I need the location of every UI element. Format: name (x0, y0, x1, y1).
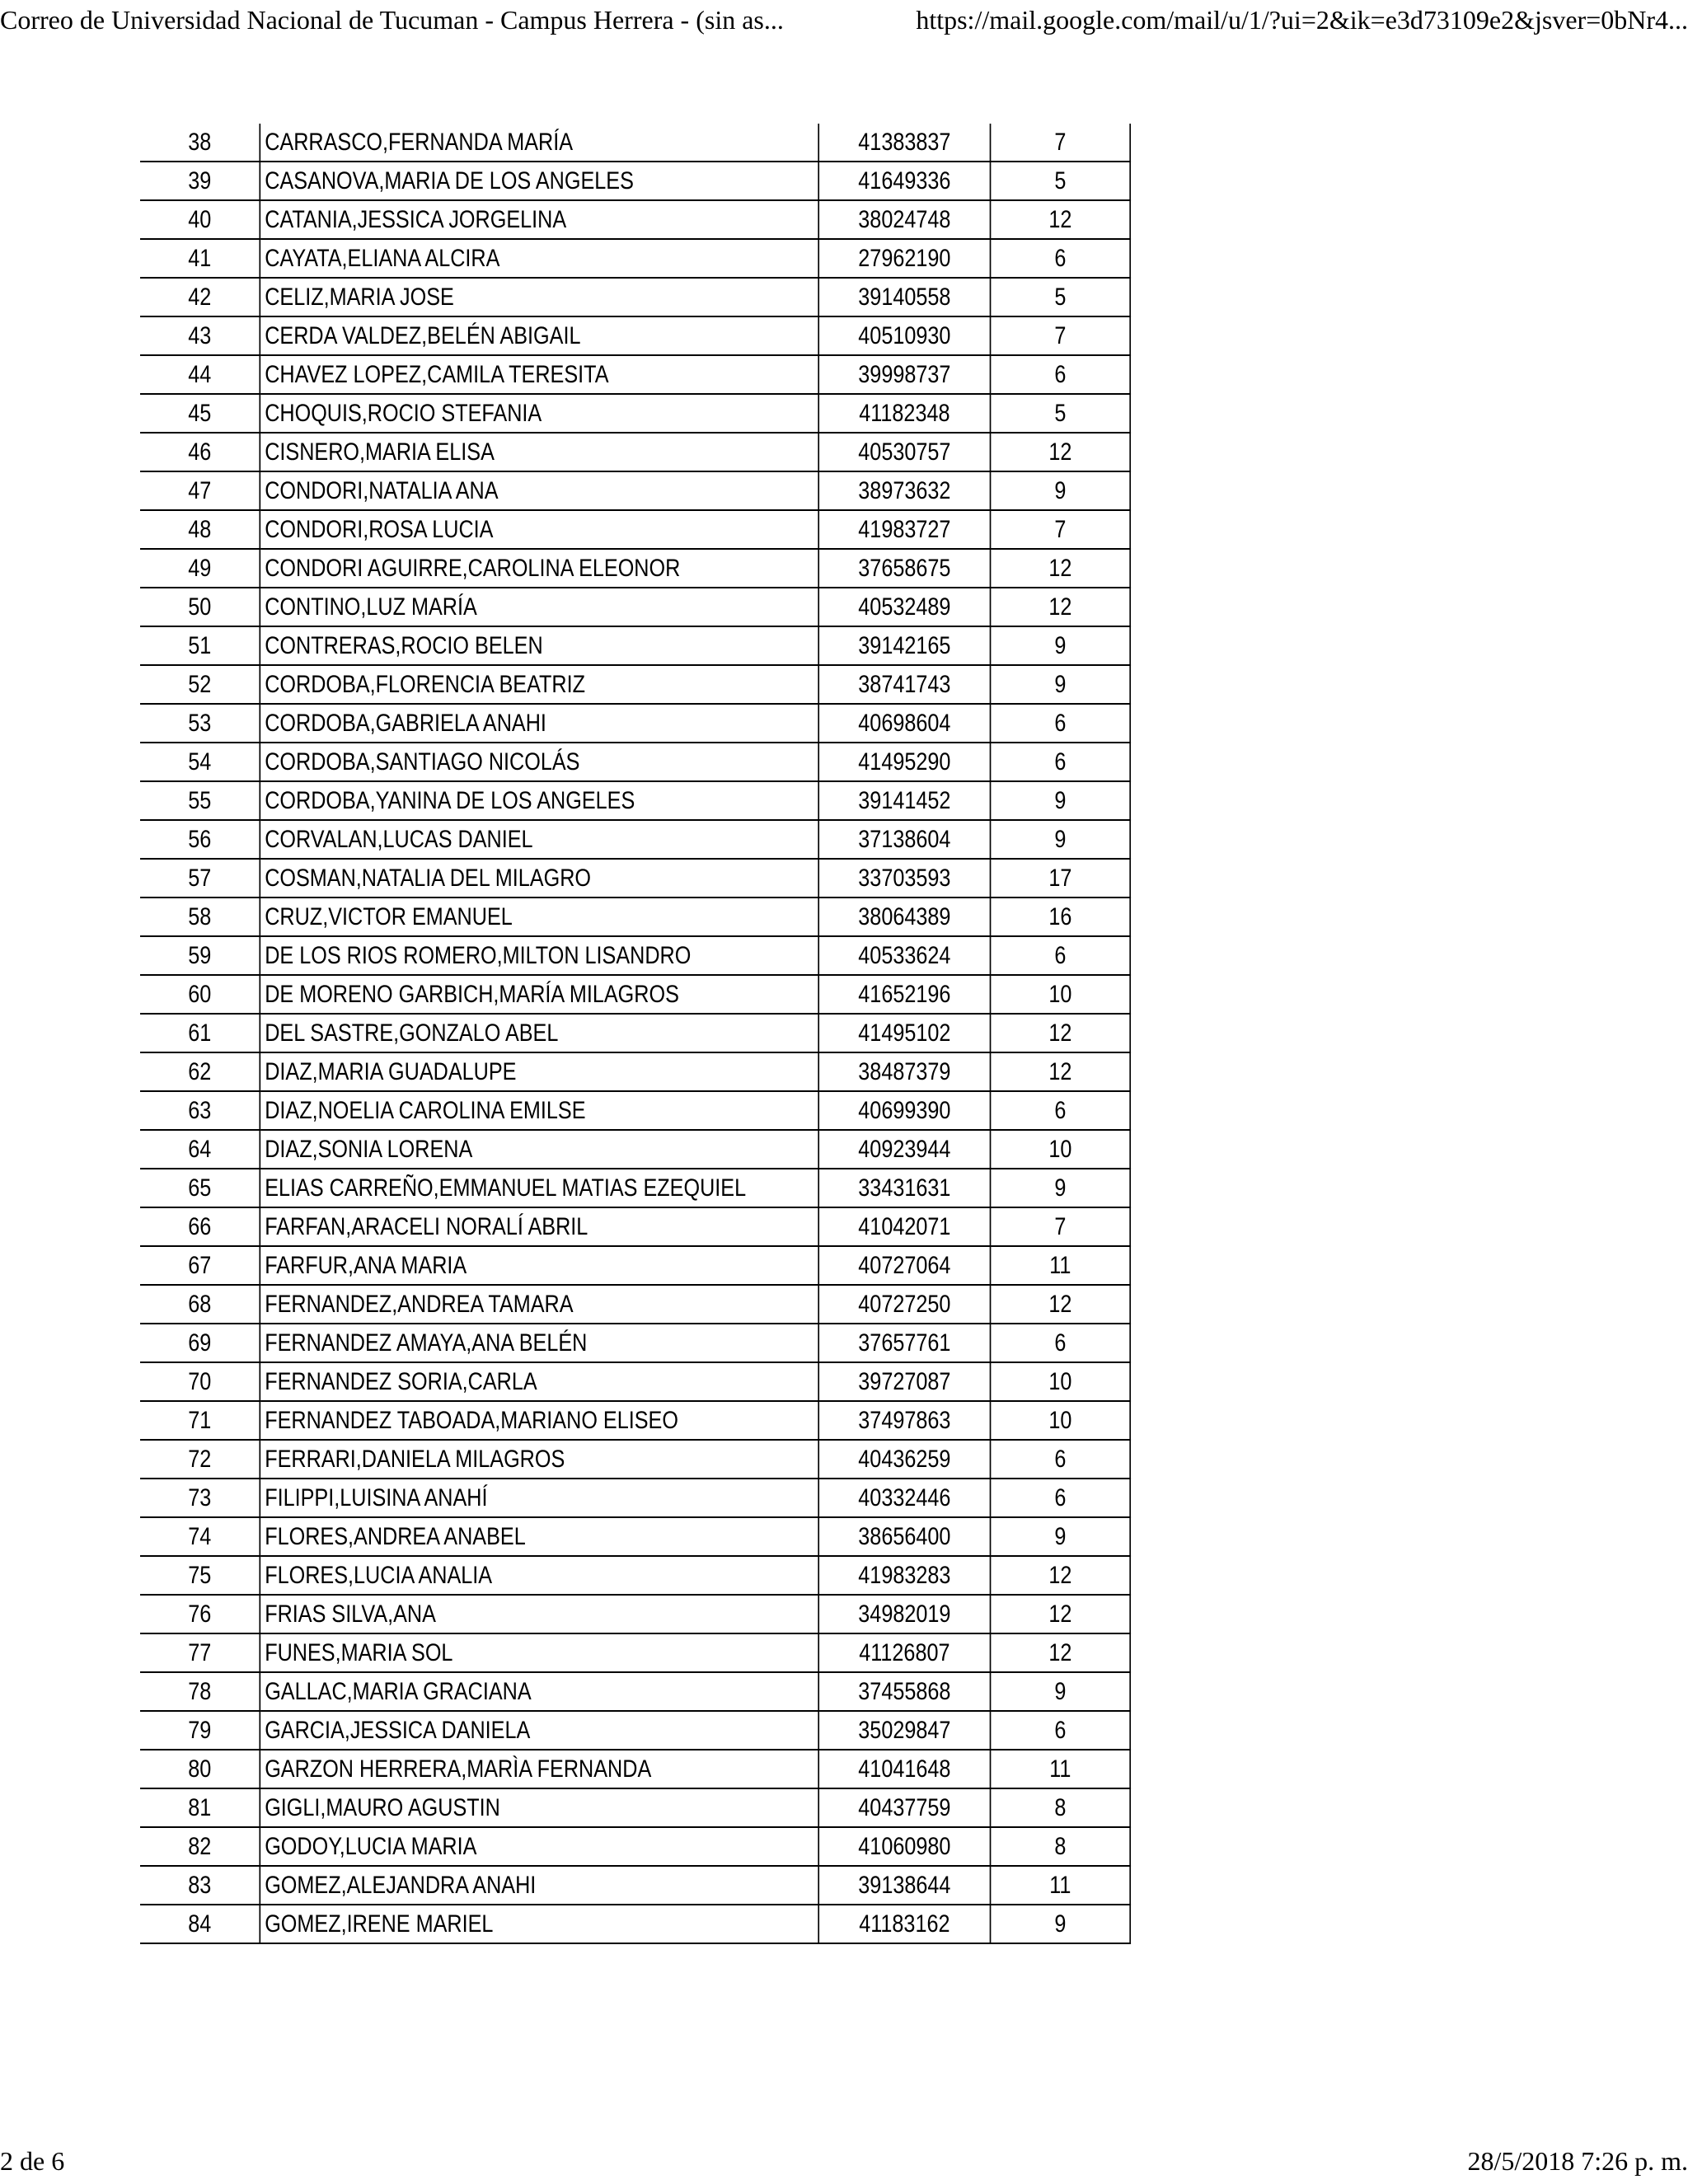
student-dni-cell: 38656400 (818, 1517, 990, 1556)
row-number-cell: 78 (140, 1672, 260, 1711)
student-score-cell: 9 (991, 1672, 1131, 1711)
student-dni-cell: 33431631 (818, 1169, 990, 1207)
student-dni-cell: 37657761 (818, 1324, 990, 1362)
table-row (140, 510, 1130, 549)
table-row (140, 124, 1130, 162)
student-name-cell: FERNANDEZ AMAYA,ANA BELÉN (260, 1324, 818, 1362)
student-table-container (140, 124, 1320, 1944)
student-score-cell: 12 (991, 1595, 1131, 1633)
table-row (140, 1905, 1130, 1943)
student-dni-cell: 40332446 (818, 1479, 990, 1517)
row-number-cell: 84 (140, 1905, 260, 1943)
page-url[interactable]: https://mail.google.com/mail/u/1/?ui=2&ik=e3d73109e2&jsver=0bNr4... (916, 5, 1688, 35)
student-score-cell: 12 (991, 1556, 1131, 1595)
table-row (140, 1479, 1130, 1517)
student-name-cell: FERNANDEZ,ANDREA TAMARA (260, 1285, 818, 1324)
table-row (140, 1207, 1130, 1246)
student-name-cell: FARFUR,ANA MARIA (260, 1246, 818, 1285)
table-row (140, 1517, 1130, 1556)
row-number-cell: 82 (140, 1827, 260, 1866)
page-title: Correo de Universidad Nacional de Tucuman - Campus Herrera - (sin as... (0, 5, 784, 35)
row-number-cell: 79 (140, 1711, 260, 1750)
row-number-cell: 60 (140, 975, 260, 1014)
student-dni-cell: 41983283 (818, 1556, 990, 1595)
student-score-cell: 6 (991, 743, 1131, 781)
student-name-cell: ELIAS CARREÑO,EMMANUEL MATIAS EZEQUIEL (260, 1169, 818, 1207)
table-row (140, 936, 1130, 975)
row-number-cell: 52 (140, 665, 260, 704)
student-dni-cell: 40727064 (818, 1246, 990, 1285)
student-name-cell: CONDORI,ROSA LUCIA (260, 510, 818, 549)
student-name-cell: FUNES,MARIA SOL (260, 1633, 818, 1672)
student-score-cell: 12 (991, 433, 1131, 471)
row-number-cell: 59 (140, 936, 260, 975)
student-name-cell: CASANOVA,MARIA DE LOS ANGELES (260, 162, 818, 200)
student-score-cell: 7 (991, 510, 1131, 549)
table-row (140, 704, 1130, 743)
student-score-cell: 11 (991, 1246, 1131, 1285)
student-score-cell: 7 (991, 316, 1131, 355)
student-dni-cell: 41983727 (818, 510, 990, 549)
student-dni-cell: 41649336 (818, 162, 990, 200)
student-dni-cell: 38741743 (818, 665, 990, 704)
student-score-cell: 12 (991, 1014, 1131, 1052)
table-row (140, 1672, 1130, 1711)
student-name-cell: CORVALAN,LUCAS DANIEL (260, 820, 818, 859)
student-dni-cell: 41126807 (818, 1633, 990, 1672)
row-number-cell: 47 (140, 471, 260, 510)
student-score-cell: 6 (991, 1711, 1131, 1750)
student-dni-cell: 39140558 (818, 278, 990, 316)
table-row (140, 1711, 1130, 1750)
student-name-cell: DIAZ,SONIA LORENA (260, 1130, 818, 1169)
student-dni-cell: 40530757 (818, 433, 990, 471)
student-name-cell: CORDOBA,YANINA DE LOS ANGELES (260, 781, 818, 820)
row-number-cell: 68 (140, 1285, 260, 1324)
student-score-cell: 6 (991, 1440, 1131, 1479)
row-number-cell: 76 (140, 1595, 260, 1633)
row-number-cell: 73 (140, 1479, 260, 1517)
row-number-cell: 74 (140, 1517, 260, 1556)
row-number-cell: 67 (140, 1246, 260, 1285)
row-number-cell: 40 (140, 200, 260, 239)
table-row (140, 1556, 1130, 1595)
row-number-cell: 39 (140, 162, 260, 200)
table-row (140, 1014, 1130, 1052)
student-name-cell: DIAZ,MARIA GUADALUPE (260, 1052, 818, 1091)
row-number-cell: 75 (140, 1556, 260, 1595)
student-dni-cell: 37138604 (818, 820, 990, 859)
student-name-cell: FLORES,ANDREA ANABEL (260, 1517, 818, 1556)
table-row (140, 743, 1130, 781)
student-name-cell: GALLAC,MARIA GRACIANA (260, 1672, 818, 1711)
student-score-cell: 8 (991, 1827, 1131, 1866)
student-dni-cell: 40532489 (818, 588, 990, 626)
student-name-cell: CAYATA,ELIANA ALCIRA (260, 239, 818, 278)
student-name-cell: CELIZ,MARIA JOSE (260, 278, 818, 316)
table-row (140, 1440, 1130, 1479)
student-dni-cell: 40437759 (818, 1788, 990, 1827)
table-row (140, 433, 1130, 471)
table-row (140, 316, 1130, 355)
student-dni-cell: 38024748 (818, 200, 990, 239)
table-row (140, 1130, 1130, 1169)
print-header (0, 0, 1688, 49)
student-name-cell: GARZON HERRERA,MARÌA FERNANDA (260, 1750, 818, 1788)
student-score-cell: 6 (991, 936, 1131, 975)
table-row (140, 1091, 1130, 1130)
table-row (140, 1866, 1130, 1905)
student-name-cell: FERNANDEZ SORIA,CARLA (260, 1362, 818, 1401)
table-row (140, 549, 1130, 588)
student-score-cell: 6 (991, 1324, 1131, 1362)
student-name-cell: CONDORI,NATALIA ANA (260, 471, 818, 510)
row-number-cell: 42 (140, 278, 260, 316)
row-number-cell: 64 (140, 1130, 260, 1169)
student-dni-cell: 39998737 (818, 355, 990, 394)
row-number-cell: 54 (140, 743, 260, 781)
student-name-cell: GIGLI,MAURO AGUSTIN (260, 1788, 818, 1827)
student-dni-cell: 40699390 (818, 1091, 990, 1130)
student-dni-cell: 33703593 (818, 859, 990, 898)
student-dni-cell: 37658675 (818, 549, 990, 588)
table-row (140, 859, 1130, 898)
student-dni-cell: 39138644 (818, 1866, 990, 1905)
row-number-cell: 70 (140, 1362, 260, 1401)
student-name-cell: CERDA VALDEZ,BELÉN ABIGAIL (260, 316, 818, 355)
row-number-cell: 48 (140, 510, 260, 549)
student-dni-cell: 39142165 (818, 626, 990, 665)
student-score-cell: 6 (991, 355, 1131, 394)
student-score-cell: 7 (991, 1207, 1131, 1246)
row-number-cell: 66 (140, 1207, 260, 1246)
table-row (140, 781, 1130, 820)
table-row (140, 665, 1130, 704)
student-name-cell: CORDOBA,GABRIELA ANAHI (260, 704, 818, 743)
table-row (140, 820, 1130, 859)
student-dni-cell: 38973632 (818, 471, 990, 510)
student-name-cell: CARRASCO,FERNANDA MARÍA (260, 124, 818, 162)
student-dni-cell: 38064389 (818, 898, 990, 936)
table-row (140, 1052, 1130, 1091)
table-row (140, 200, 1130, 239)
table-row (140, 1285, 1130, 1324)
student-score-cell: 11 (991, 1750, 1131, 1788)
student-dni-cell: 40533624 (818, 936, 990, 975)
table-row (140, 1827, 1130, 1866)
student-name-cell: COSMAN,NATALIA DEL MILAGRO (260, 859, 818, 898)
student-name-cell: DE LOS RIOS ROMERO,MILTON LISANDRO (260, 936, 818, 975)
row-number-cell: 44 (140, 355, 260, 394)
row-number-cell: 65 (140, 1169, 260, 1207)
row-number-cell: 69 (140, 1324, 260, 1362)
row-number-cell: 56 (140, 820, 260, 859)
student-name-cell: CISNERO,MARIA ELISA (260, 433, 818, 471)
table-row (140, 1324, 1130, 1362)
row-number-cell: 49 (140, 549, 260, 588)
student-score-cell: 12 (991, 1285, 1131, 1324)
student-score-cell: 9 (991, 471, 1131, 510)
student-dni-cell: 40510930 (818, 316, 990, 355)
student-score-cell: 6 (991, 1091, 1131, 1130)
row-number-cell: 62 (140, 1052, 260, 1091)
row-number-cell: 55 (140, 781, 260, 820)
student-score-cell: 10 (991, 1401, 1131, 1440)
row-number-cell: 57 (140, 859, 260, 898)
row-number-cell: 72 (140, 1440, 260, 1479)
student-name-cell: FILIPPI,LUISINA ANAHÍ (260, 1479, 818, 1517)
student-score-cell: 12 (991, 1633, 1131, 1672)
student-dni-cell: 37455868 (818, 1672, 990, 1711)
table-row (140, 394, 1130, 433)
student-score-cell: 5 (991, 394, 1131, 433)
student-name-cell: CHAVEZ LOPEZ,CAMILA TERESITA (260, 355, 818, 394)
student-score-cell: 11 (991, 1866, 1131, 1905)
student-score-cell: 6 (991, 1479, 1131, 1517)
student-name-cell: CRUZ,VICTOR EMANUEL (260, 898, 818, 936)
student-dni-cell: 41182348 (818, 394, 990, 433)
table-row (140, 1169, 1130, 1207)
row-number-cell: 51 (140, 626, 260, 665)
student-score-cell: 9 (991, 820, 1131, 859)
print-footer (0, 2143, 1688, 2179)
row-number-cell: 43 (140, 316, 260, 355)
student-dni-cell: 41060980 (818, 1827, 990, 1866)
student-name-cell: DE MORENO GARBICH,MARÍA MILAGROS (260, 975, 818, 1014)
student-dni-cell: 41495102 (818, 1014, 990, 1052)
row-number-cell: 77 (140, 1633, 260, 1672)
student-name-cell: DEL SASTRE,GONZALO ABEL (260, 1014, 818, 1052)
row-number-cell: 50 (140, 588, 260, 626)
student-dni-cell: 27962190 (818, 239, 990, 278)
student-score-cell: 12 (991, 549, 1131, 588)
student-name-cell: CHOQUIS,ROCIO STEFANIA (260, 394, 818, 433)
student-name-cell: CONTINO,LUZ MARÍA (260, 588, 818, 626)
student-name-cell: FLORES,LUCIA ANALIA (260, 1556, 818, 1595)
student-dni-cell: 38487379 (818, 1052, 990, 1091)
table-row (140, 975, 1130, 1014)
table-row (140, 1401, 1130, 1440)
student-score-cell: 16 (991, 898, 1131, 936)
table-row (140, 898, 1130, 936)
student-score-cell: 5 (991, 162, 1131, 200)
student-score-cell: 12 (991, 588, 1131, 626)
row-number-cell: 63 (140, 1091, 260, 1130)
student-score-cell: 9 (991, 665, 1131, 704)
row-number-cell: 41 (140, 239, 260, 278)
student-dni-cell: 40436259 (818, 1440, 990, 1479)
student-score-cell: 9 (991, 626, 1131, 665)
student-dni-cell: 41183162 (818, 1905, 990, 1943)
student-table-body (140, 124, 1130, 1943)
student-dni-cell: 40923944 (818, 1130, 990, 1169)
student-score-cell: 10 (991, 975, 1131, 1014)
student-score-cell: 5 (991, 278, 1131, 316)
student-score-cell: 9 (991, 1517, 1131, 1556)
student-score-cell: 10 (991, 1362, 1131, 1401)
table-row (140, 471, 1130, 510)
table-row (140, 1246, 1130, 1285)
student-score-cell: 8 (991, 1788, 1131, 1827)
table-row (140, 626, 1130, 665)
row-number-cell: 58 (140, 898, 260, 936)
student-dni-cell: 41383837 (818, 124, 990, 162)
student-dni-cell: 37497863 (818, 1401, 990, 1440)
row-number-cell: 80 (140, 1750, 260, 1788)
student-dni-cell: 41652196 (818, 975, 990, 1014)
row-number-cell: 83 (140, 1866, 260, 1905)
student-name-cell: CORDOBA,FLORENCIA BEATRIZ (260, 665, 818, 704)
student-dni-cell: 39141452 (818, 781, 990, 820)
student-dni-cell: 35029847 (818, 1711, 990, 1750)
row-number-cell: 38 (140, 124, 260, 162)
student-name-cell: FERNANDEZ TABOADA,MARIANO ELISEO (260, 1401, 818, 1440)
student-score-cell: 12 (991, 200, 1131, 239)
student-name-cell: FRIAS SILVA,ANA (260, 1595, 818, 1633)
student-name-cell: GOMEZ,IRENE MARIEL (260, 1905, 818, 1943)
student-dni-cell: 40698604 (818, 704, 990, 743)
row-number-cell: 61 (140, 1014, 260, 1052)
row-number-cell: 45 (140, 394, 260, 433)
student-score-cell: 9 (991, 781, 1131, 820)
row-number-cell: 81 (140, 1788, 260, 1827)
student-name-cell: CATANIA,JESSICA JORGELINA (260, 200, 818, 239)
table-row (140, 1633, 1130, 1672)
student-dni-cell: 41042071 (818, 1207, 990, 1246)
table-row (140, 588, 1130, 626)
table-row (140, 1750, 1130, 1788)
table-row (140, 162, 1130, 200)
student-dni-cell: 39727087 (818, 1362, 990, 1401)
student-name-cell: DIAZ,NOELIA CAROLINA EMILSE (260, 1091, 818, 1130)
student-name-cell: FARFAN,ARACELI NORALÍ ABRIL (260, 1207, 818, 1246)
student-table (140, 124, 1131, 1944)
row-number-cell: 71 (140, 1401, 260, 1440)
row-number-cell: 53 (140, 704, 260, 743)
print-datetime: 28/5/2018 7:26 p. m. (1467, 2146, 1688, 2176)
student-dni-cell: 34982019 (818, 1595, 990, 1633)
table-row (140, 1362, 1130, 1401)
student-name-cell: GODOY,LUCIA MARIA (260, 1827, 818, 1866)
student-score-cell: 17 (991, 859, 1131, 898)
table-row (140, 1595, 1130, 1633)
student-dni-cell: 40727250 (818, 1285, 990, 1324)
row-number-cell: 46 (140, 433, 260, 471)
student-dni-cell: 41041648 (818, 1750, 990, 1788)
student-score-cell: 10 (991, 1130, 1131, 1169)
student-score-cell: 6 (991, 239, 1131, 278)
student-name-cell: CORDOBA,SANTIAGO NICOLÁS (260, 743, 818, 781)
student-name-cell: GOMEZ,ALEJANDRA ANAHI (260, 1866, 818, 1905)
student-score-cell: 12 (991, 1052, 1131, 1091)
student-name-cell: CONDORI AGUIRRE,CAROLINA ELEONOR (260, 549, 818, 588)
page-number: 2 de 6 (0, 2146, 65, 2176)
table-row (140, 278, 1130, 316)
student-score-cell: 6 (991, 704, 1131, 743)
student-dni-cell: 41495290 (818, 743, 990, 781)
student-score-cell: 9 (991, 1169, 1131, 1207)
student-name-cell: CONTRERAS,ROCIO BELEN (260, 626, 818, 665)
student-score-cell: 9 (991, 1905, 1131, 1943)
table-row (140, 1788, 1130, 1827)
table-row (140, 239, 1130, 278)
student-name-cell: GARCIA,JESSICA DANIELA (260, 1711, 818, 1750)
table-row (140, 355, 1130, 394)
student-name-cell: FERRARI,DANIELA MILAGROS (260, 1440, 818, 1479)
student-score-cell: 7 (991, 124, 1131, 162)
